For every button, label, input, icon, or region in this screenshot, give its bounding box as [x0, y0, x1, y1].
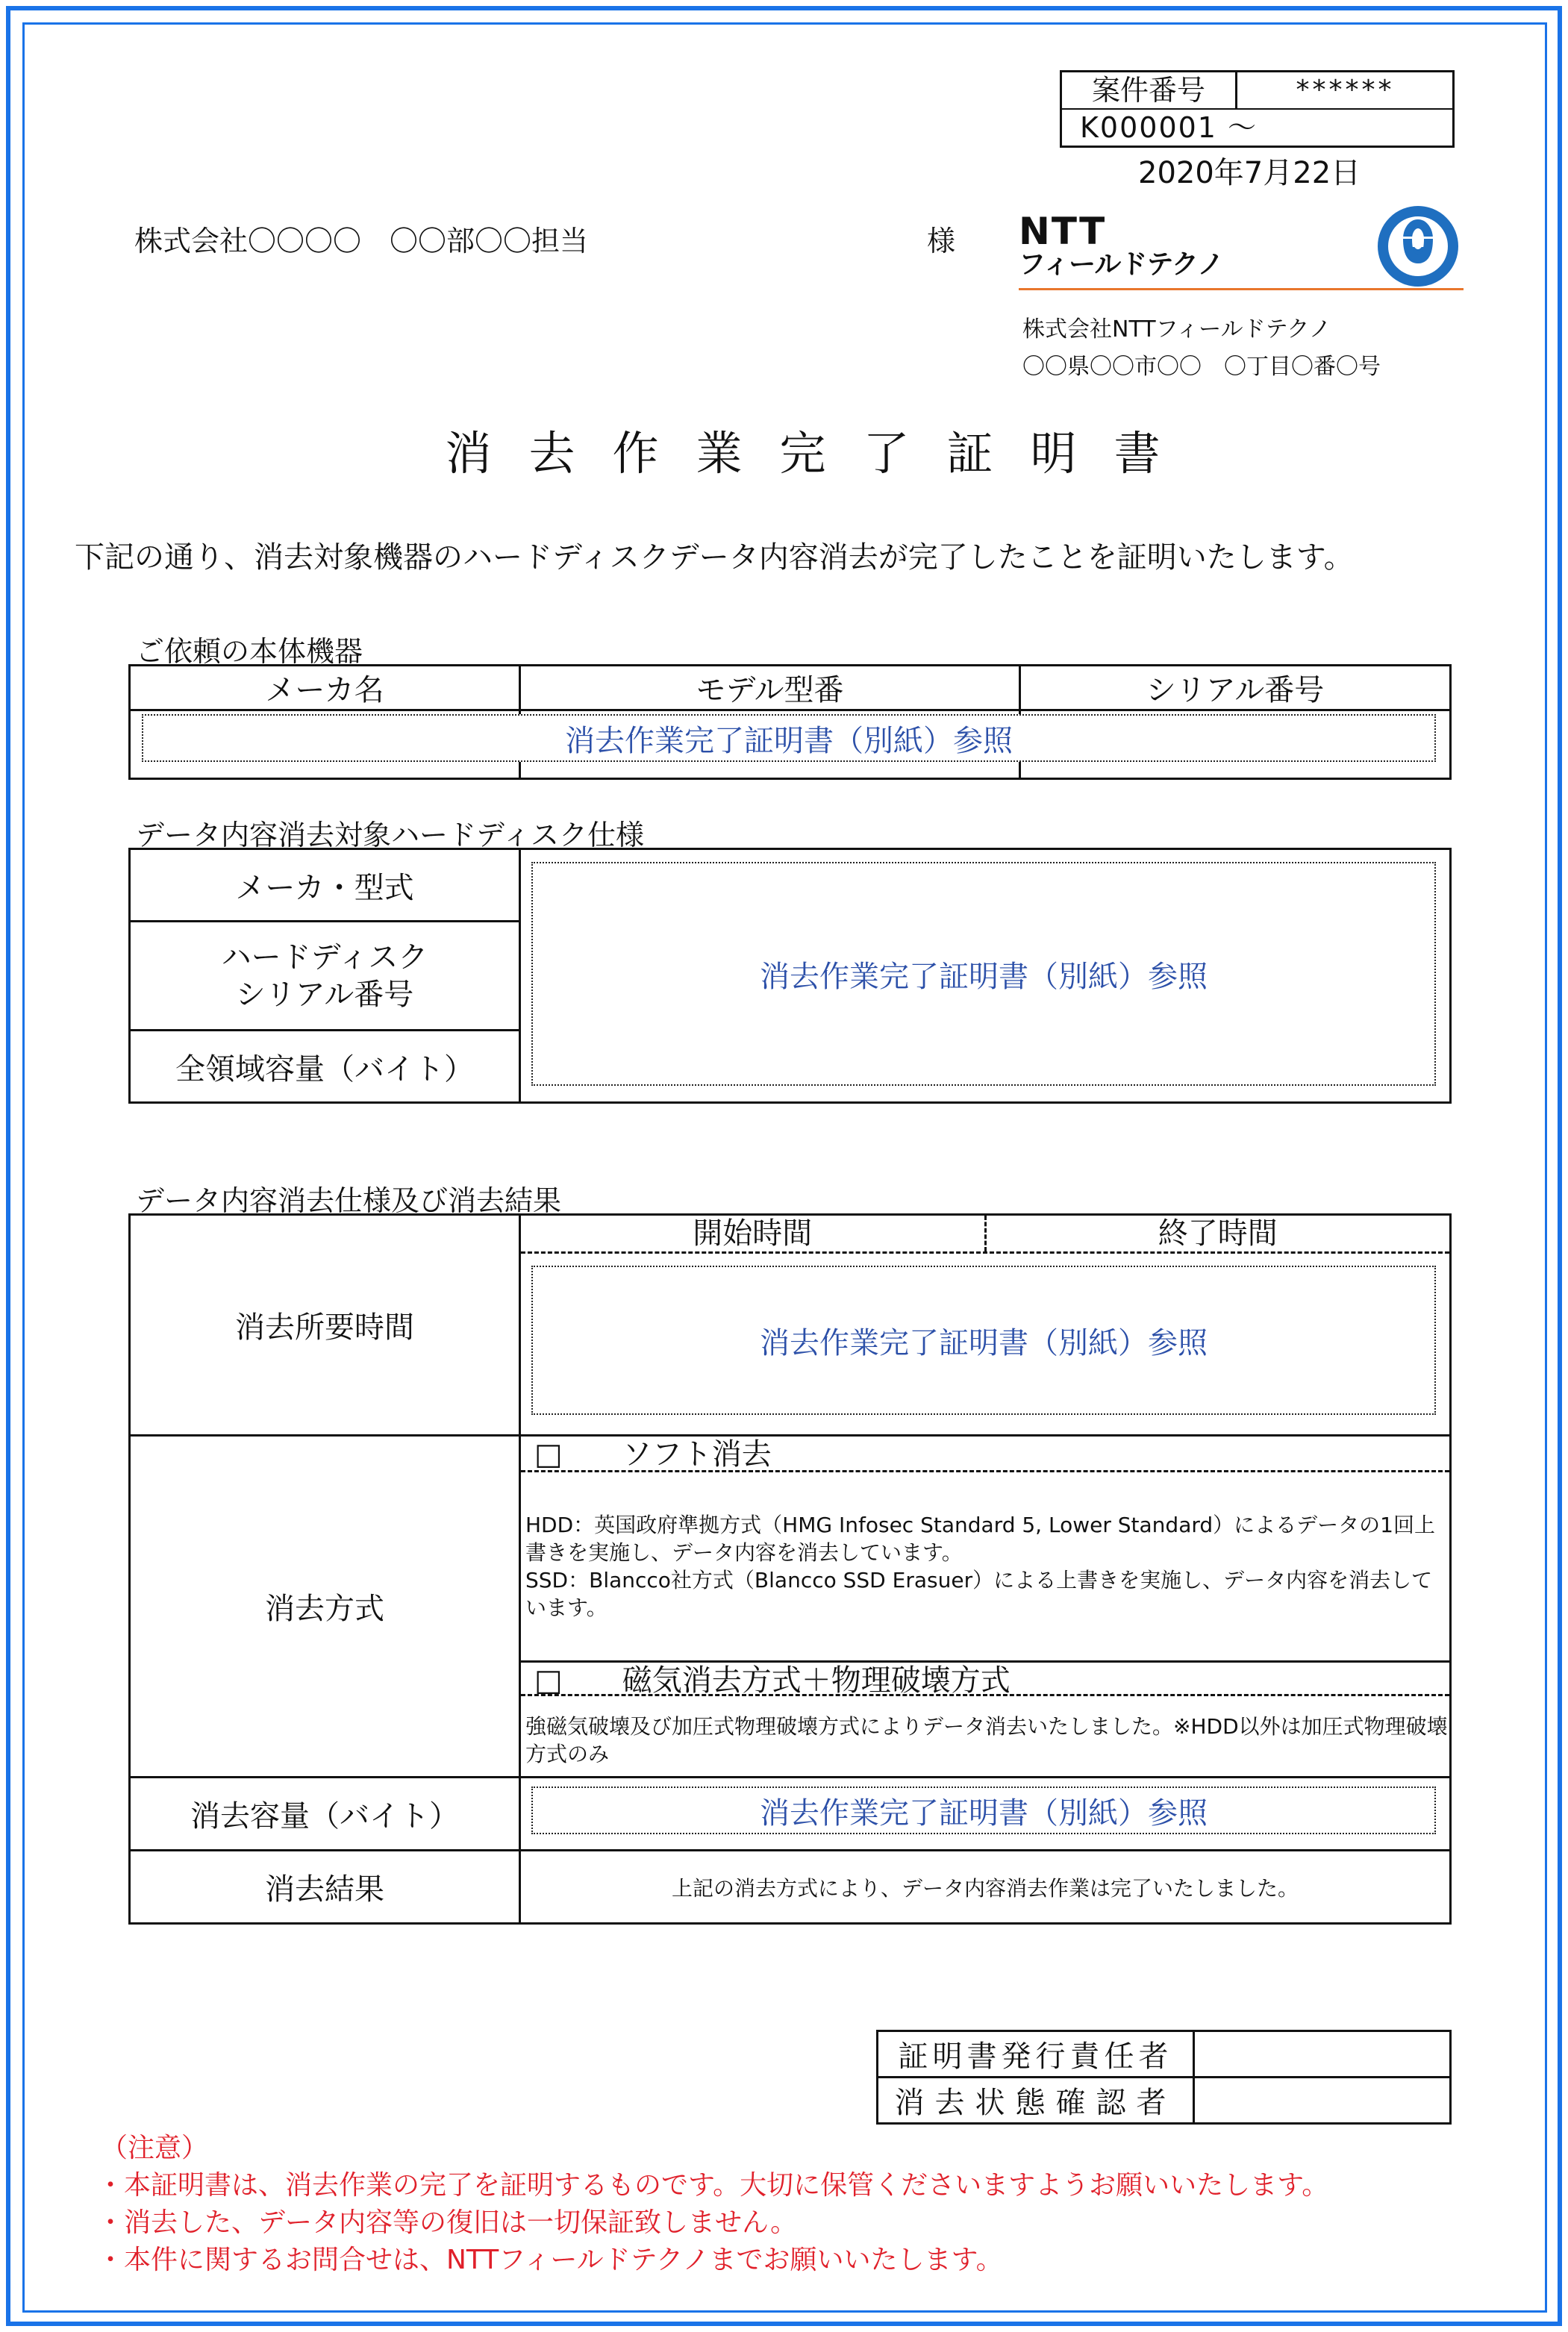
- header-model: モデル型番: [520, 666, 1020, 710]
- erasure-time-label: 消去所要時間: [130, 1215, 520, 1436]
- maker-type-label: メーカ・型式: [130, 849, 520, 922]
- recipient-honorific: 様: [927, 225, 956, 257]
- issuer-company: 株式会社NTTフィールドテクノ: [1022, 316, 1331, 343]
- time-header-row: [521, 1216, 1449, 1254]
- ntt-logo-line1: NTT: [1019, 210, 1107, 253]
- confirmer-label: 消去状態確認者: [878, 2078, 1194, 2124]
- note-item-3: ・本件に関するお問合せは、NTTフィールドテクノまでお願いいたします。: [97, 2245, 1003, 2275]
- hdd-reference-box: [531, 862, 1436, 1086]
- hdd-serial-label-line2: シリアル番号: [235, 977, 414, 1012]
- ntt-logo-line2: フィールドテクノ: [1019, 249, 1224, 280]
- soft-erase-description: [525, 1511, 1448, 1622]
- capacity-label: 全領域容量（バイト）: [130, 1031, 520, 1103]
- issuer-responsible-label: 証明書発行責任者: [878, 2031, 1194, 2078]
- magnetic-erase-option[interactable]: □ 磁気消去方式＋物理破壊方式: [521, 1660, 1449, 1696]
- case-number-label: 案件番号: [1062, 72, 1237, 108]
- case-number-range: K000001 ～: [1080, 111, 1258, 144]
- soft-erase-hdd: HDD：英国政府準拠方式（HMG Infosec Standard 5, Lower Standard）によるデータの1回上書きを実施し、データ内容を消去しています。: [525, 1513, 1435, 1565]
- device-reference-box: [142, 714, 1436, 762]
- case-number-box: [1060, 70, 1455, 148]
- document-title: 消去作業完了証明書: [445, 426, 1198, 481]
- soft-erase-ssd: SSD：Blancco社方式（Blancco SSD Erasuer）による上書きを実施し、データ内容を消去しています。: [525, 1568, 1433, 1620]
- section2-heading: データ内容消去対象ハードディスク仕様: [136, 819, 644, 851]
- erasure-result-text: 上記の消去方式により、データ内容消去作業は完了いたしました。: [520, 1851, 1451, 1924]
- capacity-reference-box: [531, 1786, 1436, 1834]
- soft-erase-option[interactable]: □ ソフト消去: [521, 1437, 1449, 1472]
- start-time-label: 開始時間: [521, 1216, 987, 1251]
- time-reference-box: [531, 1266, 1436, 1415]
- capacity-reference-text: 消去作業完了証明書（別紙）参照: [760, 1795, 1208, 1831]
- note-item-1: ・本証明書は、消去作業の完了を証明するものです。大切に保管くださいますようお願いいたします。: [97, 2170, 1329, 2201]
- hdd-serial-label-line1: ハードディスク: [221, 940, 428, 975]
- hdd-reference-text: 消去作業完了証明書（別紙）参照: [760, 959, 1208, 994]
- erasure-result-label: 消去結果: [130, 1851, 520, 1924]
- case-number-value: ******: [1296, 75, 1395, 105]
- section3-heading: データ内容消去仕様及び消去結果: [136, 1184, 562, 1217]
- erased-capacity-label: 消去容量（バイト）: [130, 1778, 520, 1851]
- note-item-2: ・消去した、データ内容等の復旧は一切保証致しません。: [97, 2207, 798, 2238]
- case-number-row: [1062, 72, 1452, 110]
- note-heading: （注意）: [101, 2133, 209, 2163]
- time-reference-text: 消去作業完了証明書（別紙）参照: [760, 1325, 1208, 1360]
- recipient-name: 株式会社〇〇〇〇 〇〇部〇〇担当: [134, 225, 589, 257]
- erasure-method-label: 消去方式: [130, 1436, 520, 1778]
- header-serial: シリアル番号: [1020, 666, 1451, 710]
- ntt-logo-icon: [1377, 205, 1459, 287]
- ntt-logo-text: [1019, 210, 1224, 280]
- header-maker: メーカ名: [130, 666, 520, 710]
- end-time-label: 終了時間: [1158, 1216, 1278, 1251]
- section1-heading: ご依頼の本体機器: [136, 635, 363, 668]
- device-reference-text: 消去作業完了証明書（別紙）参照: [565, 723, 1013, 758]
- hdd-serial-label: [130, 922, 520, 1031]
- erasure-method-cell: [520, 1436, 1451, 1778]
- intro-text: 下記の通り、消去対象機器のハードディスクデータ内容消去が完了したことを証明いたします。: [75, 540, 1354, 575]
- confirmer-sign[interactable]: [1194, 2078, 1451, 2124]
- logo-underline: [1019, 288, 1464, 290]
- issuer-address: 〇〇県〇〇市〇〇 〇丁目〇番〇号: [1022, 354, 1381, 380]
- issuer-responsible-sign[interactable]: [1194, 2031, 1451, 2078]
- signature-table: [876, 2030, 1452, 2125]
- magnetic-erase-description: 強磁気破壊及び加圧式物理破壊方式によりデータ消去いたしました。※HDD以外は加圧式物理破壊方式のみ: [525, 1714, 1448, 1766]
- issue-date: 2020年7月22日: [1138, 156, 1361, 190]
